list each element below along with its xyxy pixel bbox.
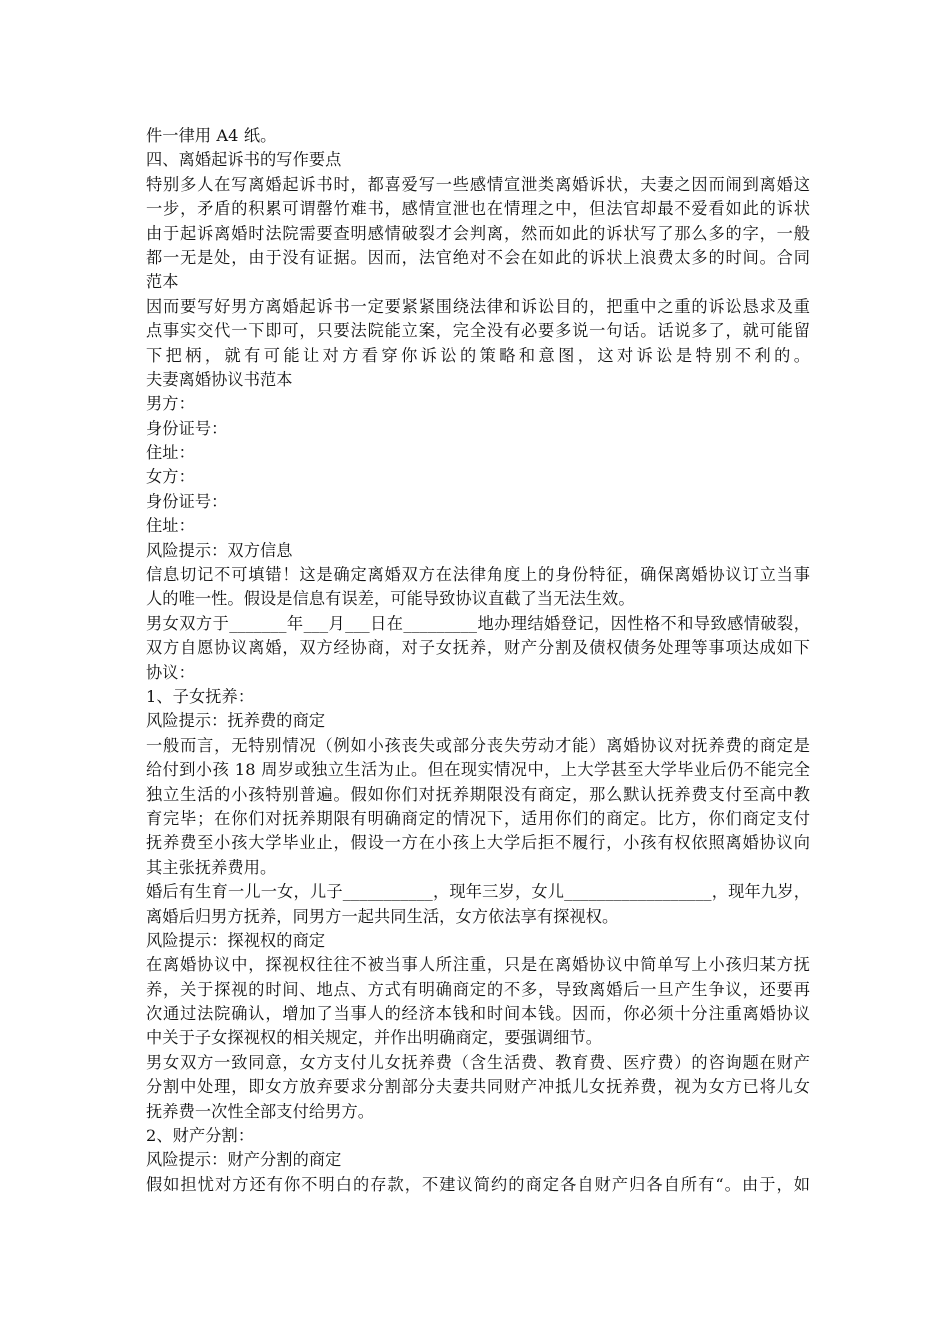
text-line: 风险提示：抚养费的商定 (146, 711, 326, 731)
text-line: 人的唯一性。假设是信息有误差，可能导致协议直截了当无法生效。 (146, 589, 635, 609)
text-line: 1、子女抚养： (146, 686, 255, 706)
text-line: 信息切记不可填错！这是确定离婚双方在法律角度上的身份特征，确保离婚协议订立当事 (146, 565, 810, 585)
text-line: 身份证号： (146, 491, 228, 511)
text-line: 住址： (146, 516, 195, 536)
text-line: 住址： (146, 443, 195, 463)
text-line: 夫妻离婚协议书范本 (146, 369, 293, 389)
text-line: 都一无是处，由于没有证据。因而，法官绝对不会在如此的诉状上浪费太多的时间。合同 (146, 247, 810, 267)
text-line: 特别多人在写离婚起诉书时，都喜爱写一些感情宣泄类离婚诉状，夫妻之因而闹到离婚这 (146, 174, 810, 194)
text-line: 男女双方于_______年___月___日在_________地办理结婚登记，因性格不和导致感情破裂， (146, 613, 810, 633)
text-line: 风险提示：探视权的商定 (146, 930, 326, 950)
text-line: 养，关于探视的时间、地点、方式有明确商定的不多，导致离婚后一旦产生争议，还要再 (146, 979, 810, 999)
text-line: 育完毕；在你们对抚养期限有明确商定的情况下，适用你们的商定。比方，你们商定支付 (146, 808, 810, 828)
text-line: 分割中处理，即女方放弃要求分割部分夫妻共同财产冲抵儿女抚养费，视为女方已将儿女 (146, 1077, 810, 1097)
text-line: 协议： (146, 662, 195, 682)
text-line: 中关于子女探视权的相关规定，并作出明确商定，要强调细节。 (146, 1028, 603, 1048)
text-line: 2、财产分割： (146, 1126, 255, 1146)
text-line: 双方自愿协议离婚，双方经协商，对子女抚养，财产分割及债权债务处理等事项达成如下 (146, 638, 810, 658)
text-line: 一般而言，无特别情况（例如小孩丧失或部分丧失劳动才能）离婚协议对抚养费的商定是 (146, 735, 810, 755)
text-line: 四、离婚起诉书的写作要点 (146, 150, 342, 170)
text-line: 下把柄，就有可能让对方看穿你诉讼的策略和意图，这对诉讼是特别不利的。 (146, 345, 810, 365)
text-line: 风险提示：双方信息 (146, 540, 293, 560)
text-line: 身份证号： (146, 418, 228, 438)
text-line: 男方： (146, 394, 195, 414)
text-line: 件一律用 A4 纸。 (146, 126, 277, 145)
text-line: 其主张抚养费用。 (146, 857, 277, 877)
text-line: 假如担忧对方还有你不明白的存款，不建议简约的商定各自财产归各自所有“。由于，如 (146, 1174, 810, 1194)
text-line: 点事实交代一下即可，只要法院能立案，完全没有必要多说一句话。话说多了，就可能留 (146, 321, 810, 341)
text-line: 离婚后归男方抚养，同男方一起共同生活，女方依法享有探视权。 (146, 906, 619, 926)
text-line: 由于起诉离婚时法院需要查明感情破裂才会判离，然而如此的诉状写了那么多的字，一般 (146, 223, 810, 243)
text-line: 女方： (146, 467, 195, 487)
text-line: 抚养费一次性全部支付给男方。 (146, 1101, 375, 1121)
text-line: 抚养费至小孩大学毕业止，假设一方在小孩上大学后拒不履行，小孩有权依照离婚协议向 (146, 833, 810, 853)
text-line: 独立生活的小孩特别普遍。假如你们对抚养期限没有商定，那么默认抚养费支付至高中教 (146, 784, 810, 804)
text-line: 范本 (146, 272, 179, 292)
document-body (146, 124, 810, 1197)
text-line: 婚后有生育一儿一女，儿子___________，现年三岁，女儿__________________，现年九岁， (146, 882, 810, 902)
text-line: 给付到小孩 18 周岁或独立生活为止。但在现实情况中，上大学甚至大学毕业后仍不能完全 (146, 760, 810, 780)
text-line: 风险提示：财产分割的商定 (146, 1150, 342, 1170)
text-line: 男女双方一致同意，女方支付儿女抚养费（含生活费、教育费、医疗费）的咨询题在财产 (146, 1052, 810, 1072)
text-line: 在离婚协议中，探视权往往不被当事人所注重，只是在离婚协议中简单写上小孩归某方抚 (146, 955, 810, 975)
text-line: 次通过法院确认，增加了当事人的经济本钱和时间本钱。因而，你必须十分注重离婚协议 (146, 1004, 810, 1024)
text-line: 因而要写好男方离婚起诉书一定要紧紧围绕法律和诉讼目的，把重中之重的诉讼恳求及重 (146, 296, 810, 316)
text-line: 一步，矛盾的积累可谓罄竹难书，感情宣泄也在情理之中，但法官却最不爱看如此的诉状 (146, 199, 810, 219)
